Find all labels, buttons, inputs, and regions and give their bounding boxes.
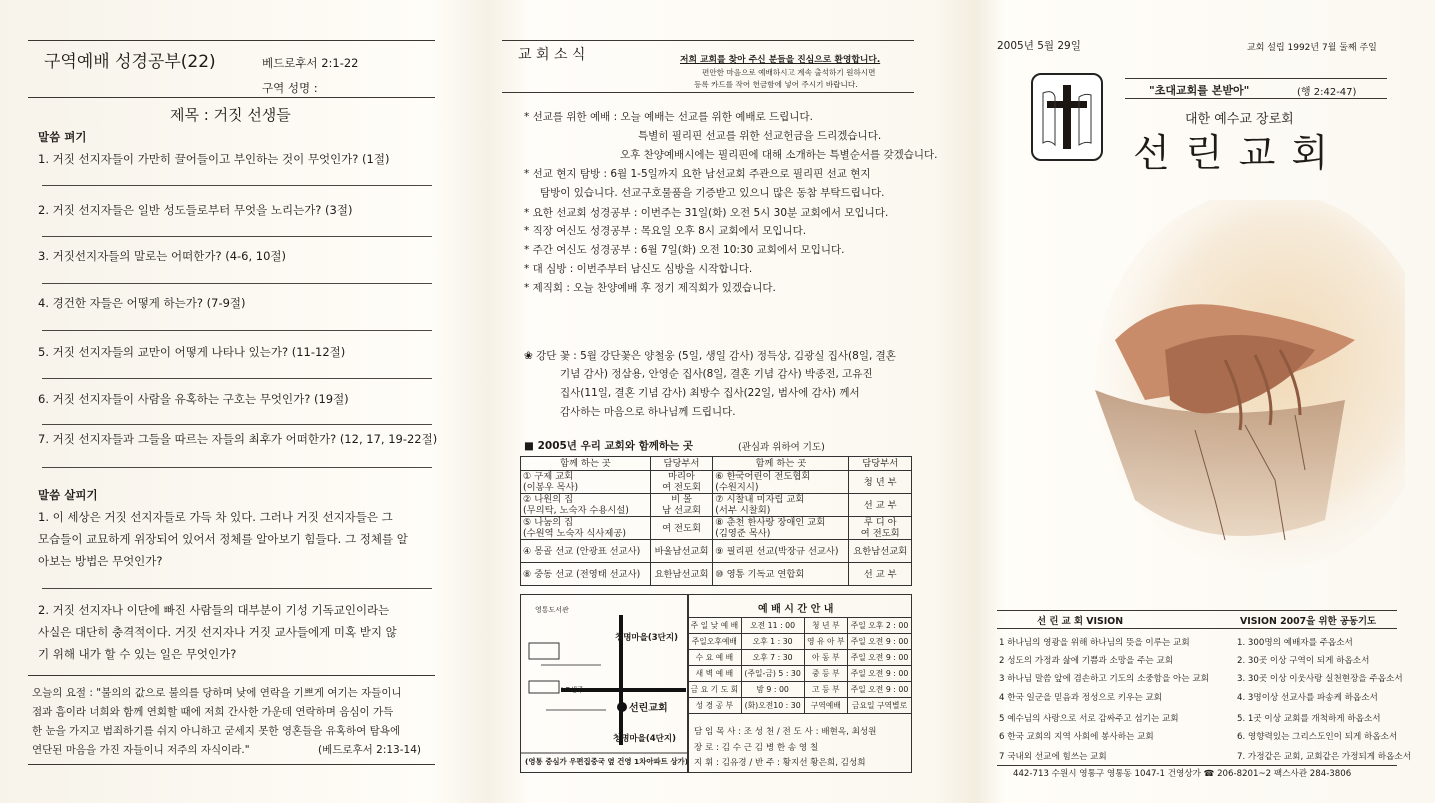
partner-cell: 비 몰 남 선교회 <box>650 494 713 517</box>
schedule-cell: 고 등 부 <box>804 682 848 698</box>
map-apt3: 청명마을(3단지) <box>615 633 678 643</box>
partner-row <box>521 563 912 586</box>
schedule-cell: 금요일 구역별로 <box>848 698 912 714</box>
cover-denomination: 대한 예수교 장로회 <box>1185 112 1294 127</box>
news-item: * 요한 선교회 성경공부 : 이번주는 31일(화) 오전 5시 30분 교회에서 모입니다. <box>524 207 889 219</box>
schedule-cell: 청 년 부 <box>804 618 848 634</box>
question-7: 7. 거짓 선지자들과 그들을 따르는 자들의 최후가 어떠한가? (12, 17, 19-22절) <box>38 432 438 446</box>
vision-right-item: 6. 영향력있는 그리스도인이 되게 하옵소서 <box>1237 732 1398 742</box>
schedule-cell: 밤 9 : 00 <box>741 682 804 698</box>
partner-table <box>520 456 912 586</box>
vision-right-item: 7. 가정같은 교회, 교회같은 가정되게 하옵소서 <box>1237 752 1412 762</box>
schedule-cell: 주일오후예배 <box>688 634 742 650</box>
summary-ref: (베드로후서 2:13-14) <box>318 744 421 756</box>
partner-cell: 청 년 부 <box>849 471 912 494</box>
answer-line <box>42 236 432 237</box>
news-item: * 주간 여신도 성경공부 : 6월 7일(화) 오전 10:30 교회에서 모입니다. <box>524 244 845 256</box>
motto-rule-bottom <box>1125 98 1387 99</box>
partner-row <box>521 540 912 563</box>
partner-cell: ⑨ 필리핀 선교(박장규 선교사) <box>713 540 849 563</box>
staff-line: 지 휘 : 김유경 / 반 주 : 황지선 황은희, 김성희 <box>694 758 866 768</box>
partner-cell: 루 디 아 여 전도회 <box>849 517 912 540</box>
partner-cell: ⑧ 중동 선교 (전영태 선교사) <box>521 563 651 586</box>
schedule-cell: 새 벽 예 배 <box>688 666 742 682</box>
vision-rule-bottom <box>997 765 1397 766</box>
news-item: * 선교 현지 탐방 : 6월 1-5일까지 요한 남선교회 주관으로 필리핀 선교 현지 <box>524 168 871 180</box>
partner-cell: ⑧ 춘천 한사랑 장애인 교회 (김영준 목사) <box>713 517 849 540</box>
vision-right-item: 4. 3명이상 선교사를 파송케 하옵소서 <box>1237 693 1378 703</box>
answer-line <box>42 378 432 379</box>
flowers-line: 기념 감사) 정삼용, 안영순 집사(8일, 결혼 기념 감사) 박종전, 고유진 <box>560 368 873 380</box>
news-item: 탐방이 있습니다. 선교구호물품을 기증받고 있으니 많은 동참 부탁드립니다. <box>540 187 885 199</box>
partner-row <box>521 494 912 517</box>
schedule-cell: 중 등 부 <box>804 666 848 682</box>
answer-line <box>42 283 432 284</box>
map-drawing <box>521 595 688 772</box>
schedule-cell: 주일 오전 9 : 00 <box>848 682 912 698</box>
vision-right-item: 5. 1곳 이상 교회를 개척하게 하옵소서 <box>1237 714 1381 724</box>
section-look: 말씀 살피기 <box>38 488 98 502</box>
vision-left-item: 2 성도의 가정과 삶에 기쁨과 소망을 주는 교회 <box>999 656 1174 666</box>
vision-left-item: 6 한국 교회의 지역 사회에 봉사하는 교회 <box>999 732 1154 742</box>
vision-rule-mid <box>997 628 1397 629</box>
answer-line <box>42 424 432 425</box>
question-1: 1. 거짓 선지자들이 가만히 끌어들이고 부인하는 것이 무엇인가? (1절) <box>38 152 390 166</box>
top-rule <box>28 40 435 41</box>
schedule-cell: 주일 오전 9 : 00 <box>848 666 912 682</box>
news-top-rule <box>502 40 914 41</box>
summary-line: 오늘의 요절 : "불의의 값으로 불의를 당하며 낮에 연락을 기쁘게 여기는 자들이니 <box>32 687 402 699</box>
news-item: * 직장 여신도 성경공부 : 목요일 오후 8시 교회에서 모입니다. <box>524 225 807 237</box>
schedule-row <box>688 650 912 666</box>
schedule-cell: 수 요 예 배 <box>688 650 742 666</box>
cover-church-name: 선 린 교 회 <box>1133 131 1331 175</box>
partner-header: 담당부서 <box>849 457 912 471</box>
partner-cell: ⑦ 시찰내 미자립 교회 (서부 시찰회) <box>713 494 849 517</box>
partner-cell: 여 전도회 <box>650 517 713 540</box>
staff-line: 담 임 목 사 : 조 성 천 / 전 도 사 : 배현옥, 최성원 <box>694 727 877 737</box>
news-item: * 제직회 : 오늘 찬양예배 후 정기 제직회가 있겠습니다. <box>524 282 776 294</box>
study-title: 구역예배 성경공부(22) <box>44 52 216 72</box>
vision-right-title: VISION 2007을 위한 공동기도 <box>1240 616 1377 627</box>
flowers-line: 집사(11일, 결혼 기념 감사) 최방수 집사(22일, 범사에 감사) 께서 <box>560 387 860 399</box>
vision-left-item: 3 하나님 말씀 앞에 겸손하고 기도의 소중함을 아는 교회 <box>999 674 1209 684</box>
schedule-title: 예 배 시 간 안 내 <box>758 604 834 615</box>
schedule-cell: 성 경 공 부 <box>688 698 742 714</box>
news-item: * 선교를 위한 예배 : 오늘 예배는 선교를 위한 예배로 드립니다. <box>524 111 813 123</box>
summary-line: 연단된 마음을 가진 자들이니 저주의 자식이라." <box>32 744 250 756</box>
vision-left-item: 4 한국 일군을 믿음과 정성으로 키우는 교회 <box>999 693 1162 703</box>
map-library: 영통도서관 <box>535 606 569 614</box>
schedule-cell: 영 유 아 부 <box>804 634 848 650</box>
schedule-cell: 주일 오전 9 : 00 <box>848 650 912 666</box>
section-word: 말씀 펴기 <box>38 130 87 144</box>
cover-established: 교회 설립 1992년 7월 둘째 주일 <box>1247 43 1377 53</box>
news-item: 오후 찬양예배시에는 필리핀에 대해 소개하는 특별순서를 갖겠습니다. <box>620 149 938 161</box>
church-logo <box>1031 73 1103 161</box>
bottom-rule <box>28 764 435 765</box>
look2-line: 사실은 대단히 충격적이다. 거짓 선지자나 거짓 교사들에게 미혹 받지 않 <box>38 625 397 639</box>
church-marker-icon <box>617 702 627 712</box>
name-label: 구역 성명 : <box>262 81 318 95</box>
map-lg: LG생주 <box>561 686 584 694</box>
summary-rule <box>28 675 435 676</box>
question-6: 6. 거짓 선지자들이 사람을 유혹하는 구호는 무엇인가? (19절) <box>38 392 349 406</box>
look2-line: 2. 거짓 선지자나 이단에 빠진 사람들의 대부분이 기성 기독교인이라는 <box>38 603 390 617</box>
partner-cell: 요한남선교회 <box>849 540 912 563</box>
cover-footer: 442-713 수원시 영통구 영통동 1047-1 건영상가 ☎ 206-8201~2 팩스사관 284-3806 <box>1013 769 1352 779</box>
vision-right-item: 2. 30곳 이상 구역이 되게 하옵소서 <box>1237 656 1370 666</box>
question-2: 2. 거짓 선지자들은 일반 성도들로부터 무엇을 노리는가? (3절) <box>38 203 353 217</box>
flowers-line: ❀ 강단 꽃 : 5월 강단꽃은 양철웅 (5일, 생일 감사) 정득상, 김광실 집사(8일, 결혼 <box>524 350 896 362</box>
cover-panel <box>975 0 1435 803</box>
vision-right-item: 3. 30곳 이상 이웃사랑 실천현장을 주옵소서 <box>1237 674 1403 684</box>
schedule-row <box>688 666 912 682</box>
welcome-line: 등록 카드를 작어 헌금함에 넣어 주시기 바랍니다. <box>694 80 858 89</box>
news-title: 교 회 소 식 <box>518 47 586 63</box>
welcome-line: 저희 교회를 찾아 주신 분들을 진심으로 환영합니다. <box>680 55 881 65</box>
look2-line: 기 위해 내가 할 수 있는 일은 무엇인가? <box>38 647 237 661</box>
flowers-line: 감사하는 마음으로 하나님께 드립니다. <box>560 406 736 418</box>
vision-left-item: 1 하나님의 영광을 위해 하나님의 뜻을 이루는 교회 <box>999 638 1190 648</box>
schedule-cell: 주일 오후 2 : 00 <box>848 618 912 634</box>
study-scripture: 베드로후서 2:1-22 <box>262 56 359 70</box>
schedule-cell: (주일-금) 5 : 30 <box>741 666 804 682</box>
welcome-line: 편안한 마음으로 예배하시고 계속 출석하기 원하시면 <box>702 68 876 77</box>
cover-motto-ref: (행 2:42-47) <box>1297 87 1357 98</box>
schedule-row <box>688 698 912 714</box>
partner-row <box>521 471 912 494</box>
schedule-cell: 오전 11 : 00 <box>741 618 804 634</box>
partner-cell: 선 교 부 <box>849 494 912 517</box>
schedule-table <box>687 617 912 714</box>
partner-cell: ⑩ 영통 기독교 연합회 <box>713 563 849 586</box>
partner-cell: 요한남선교회 <box>650 563 713 586</box>
map-church: 선린교회 <box>629 703 668 714</box>
news-item: * 대 심방 : 이번주부터 남신도 심방을 시작합니다. <box>524 263 753 275</box>
schedule-cell: (화)오전10 : 30 <box>741 698 804 714</box>
partner-cell: 선 교 부 <box>849 563 912 586</box>
look1-line: 아보는 방법은 무엇인가? <box>38 554 163 568</box>
schedule-cell: 주 일 낮 예 배 <box>688 618 742 634</box>
partner-cell: ① 구제 교회 (이봉우 목사) <box>521 471 651 494</box>
schedule-row <box>688 682 912 698</box>
header-rule <box>28 97 435 98</box>
answer-line <box>42 330 432 331</box>
partner-header: 함께 하는 곳 <box>713 457 849 471</box>
partner-body <box>521 471 912 586</box>
schedule-cell: 오후 1 : 30 <box>741 634 804 650</box>
map-apt4: 청명마을(4단지) <box>613 734 676 744</box>
schedule-cell: 구역예배 <box>804 698 848 714</box>
partner-cell: ⑥ 한국어린이 전도협회 (수원지시) <box>713 471 849 494</box>
partner-header: 담당부서 <box>650 457 713 471</box>
partner-sub: (관심과 위하여 기도) <box>738 442 825 453</box>
schedule-row <box>688 634 912 650</box>
motto-rule-top <box>1125 78 1387 79</box>
look1-line: 모습들이 교묘하게 위장되어 있어서 정체를 알아보기 힘들다. 그 정체를 알 <box>38 532 408 546</box>
answer-line <box>42 185 432 186</box>
partner-header: 함께 하는 곳 <box>521 457 651 471</box>
schedule-row <box>688 618 912 634</box>
partner-cell: ④ 몽골 선교 (안광표 선교사) <box>521 540 651 563</box>
partner-cell: ⑤ 나눔의 집 (수원역 노숙자 식사제공) <box>521 517 651 540</box>
staff-line: 장 로 : 김 수 근 김 병 한 송 영 칠 <box>694 743 819 753</box>
schedule-cell: 아 동 부 <box>804 650 848 666</box>
vision-left-item: 7 국내외 선교에 힘쓰는 교회 <box>999 752 1107 762</box>
schedule-cell: 금 요 기 도 회 <box>688 682 742 698</box>
vision-rule-top <box>997 610 1397 611</box>
question-4: 4. 경건한 자들은 어떻게 하는가? (7-9절) <box>38 296 246 310</box>
partner-cell: 바울남선교회 <box>650 540 713 563</box>
vision-left-item: 5 예수님의 사랑으로 서로 감싸주고 섬기는 교회 <box>999 714 1179 724</box>
schedule-box <box>687 594 912 773</box>
partner-cell: 마리아 여 전도회 <box>650 471 713 494</box>
study-topic: 제목 : 거짓 선생들 <box>170 106 291 124</box>
vision-left-title: 선 린 교 회 VISION <box>1037 616 1124 627</box>
map-box <box>520 594 689 773</box>
schedule-body <box>688 618 912 714</box>
partner-title: ■ 2005년 우리 교회와 함께하는 곳 <box>524 440 693 452</box>
news-panel <box>490 0 942 803</box>
vision-right-item: 1. 300명의 예배자를 주옵소서 <box>1237 638 1353 648</box>
cross-icon <box>1033 75 1101 159</box>
cover-date: 2005년 5월 29일 <box>997 40 1081 52</box>
question-5: 5. 거짓 선지자들의 교만이 어떻게 나타나 있는가? (11-12절) <box>38 345 346 359</box>
cover-motto: "초대교회를 본받아" <box>1149 84 1250 97</box>
news-item: 특별히 필리핀 선교를 위한 선교헌금을 드리겠습니다. <box>638 130 882 142</box>
question-3: 3. 거짓선지자들의 말로는 어떠한가? (4-6, 10절) <box>38 249 287 263</box>
bible-study-panel <box>0 0 466 803</box>
summary-line: 한 눈을 가지고 범죄하기를 쉬지 아니하고 굳세지 못한 영혼들을 유혹하여 탐욕에 <box>32 725 401 737</box>
map-caption: (영통 중심가 우편집중국 옆 건영 1차아파트 상가) <box>525 757 688 766</box>
summary-line: 점과 흠이라 너희와 함께 연회할 때에 저희 간사한 가운데 연락하며 음심이 가득 <box>32 706 394 718</box>
look1-line: 1. 이 세상은 거짓 선지자들로 가득 차 있다. 그러나 거짓 선지자들은 그 <box>38 510 393 524</box>
hands-illustration <box>1075 200 1405 580</box>
partner-cell: ② 나원의 집 (무의탁, 노숙자 수용시설) <box>521 494 651 517</box>
schedule-cell: 오후 7 : 30 <box>741 650 804 666</box>
partner-row <box>521 517 912 540</box>
answer-line <box>42 467 432 468</box>
schedule-cell: 주일 오전 9 : 00 <box>848 634 912 650</box>
answer-line <box>42 588 432 589</box>
news-header-rule <box>502 92 914 93</box>
